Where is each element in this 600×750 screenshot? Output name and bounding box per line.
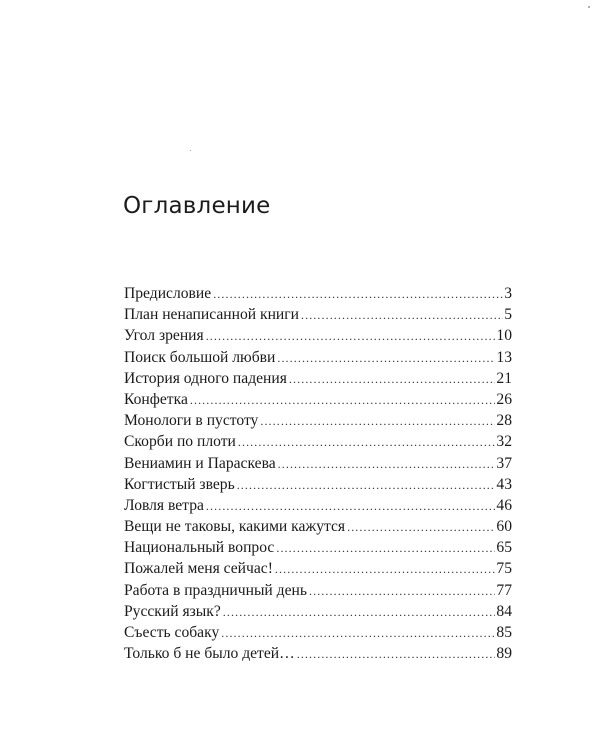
toc-entry <box>124 453 512 474</box>
toc-entry-page-number: 10 <box>496 327 512 345</box>
toc-entry <box>124 516 512 537</box>
toc-entry-page-number: 85 <box>496 624 512 641</box>
toc-dot-leader <box>277 348 495 369</box>
toc-dot-leader <box>237 475 496 496</box>
toc-entry-title: Конфетка <box>124 390 188 408</box>
scan-speck <box>190 150 191 151</box>
toc-entry <box>124 325 512 346</box>
scan-speck <box>588 6 590 8</box>
toc-entry <box>124 368 512 389</box>
toc-entry <box>124 474 512 495</box>
toc-entry <box>124 580 512 601</box>
toc-entry-page-number: 60 <box>496 518 512 536</box>
toc-entry-page-number: 13 <box>496 348 512 366</box>
toc-dot-leader <box>223 602 496 623</box>
toc-entry <box>124 495 512 516</box>
toc-entry <box>124 431 512 452</box>
toc-entry-title: История одного падения <box>124 369 287 387</box>
toc-entry-page-number: 32 <box>496 433 512 451</box>
toc-dot-leader <box>190 390 496 411</box>
toc-entry-title: Скорби по плоти <box>124 433 236 451</box>
toc-entry-page-number: 46 <box>496 496 512 514</box>
toc-entry-title: Русский язык? <box>124 602 221 620</box>
toc-entry-title: Только б не было детей… <box>124 645 295 663</box>
toc-entry <box>124 283 512 304</box>
toc-dot-leader <box>301 305 503 326</box>
toc-entry-page-number: 89 <box>496 645 512 663</box>
toc-entry-page-number: 28 <box>496 412 512 430</box>
toc-dot-leader <box>206 326 496 347</box>
toc-entry-title: Угол зрения <box>124 327 204 345</box>
toc-entry <box>124 347 512 368</box>
toc-entry-title: Поиск большой любви <box>124 348 276 366</box>
toc-entry-page-number: 5 <box>504 306 512 324</box>
toc-dot-leader <box>221 623 495 644</box>
toc-dot-leader <box>260 411 495 432</box>
toc-entry-title: Вещи не таковы, какими кажутся <box>124 518 346 536</box>
toc-entry-title: Монологи в пустоту <box>124 412 259 430</box>
toc-dot-leader <box>276 538 495 559</box>
toc-entry <box>124 643 512 664</box>
toc-dot-leader <box>309 581 495 602</box>
toc-entry-title: План ненаписанной книги <box>124 306 299 324</box>
toc-entry-page-number: 21 <box>496 369 512 387</box>
toc-dot-leader <box>278 454 496 475</box>
toc-dot-leader <box>347 517 495 538</box>
toc-dot-leader <box>289 369 495 390</box>
toc-entry-page-number: 77 <box>496 581 512 599</box>
toc-dot-leader <box>275 559 495 580</box>
toc-entry-title: Работа в праздничный день <box>124 581 307 599</box>
toc-entry-title: Вениамин и Параскева <box>124 454 276 472</box>
toc-entry-title: Когтистый зверь <box>124 475 235 493</box>
toc-entry-page-number: 65 <box>496 539 512 557</box>
page-title: Оглавление <box>123 193 271 219</box>
toc-entry-page-number: 43 <box>496 475 512 493</box>
toc-entry-page-number: 26 <box>496 390 512 408</box>
toc-entry-page-number: 84 <box>496 602 512 620</box>
toc-dot-leader <box>213 284 503 305</box>
toc-entry <box>124 622 512 643</box>
table-of-contents <box>124 283 512 664</box>
toc-dot-leader <box>206 496 495 517</box>
toc-dot-leader <box>297 644 496 665</box>
toc-entry-page-number: 3 <box>504 285 512 302</box>
toc-entry-title: Ловля ветра <box>124 496 204 514</box>
toc-entry <box>124 601 512 622</box>
toc-dot-leader <box>238 432 496 453</box>
toc-entry <box>124 410 512 431</box>
toc-entry <box>124 537 512 558</box>
toc-entry-title: Национальный вопрос <box>124 539 275 557</box>
toc-entry <box>124 304 512 325</box>
toc-entry <box>124 558 512 579</box>
toc-entry-title: Предисловие <box>124 285 212 302</box>
toc-entry-page-number: 75 <box>496 560 512 578</box>
toc-entry-title: Пожалей меня сейчас! <box>124 560 273 578</box>
toc-entry-title: Съесть собаку <box>124 624 220 641</box>
toc-entry <box>124 389 512 410</box>
toc-entry-page-number: 37 <box>496 454 512 472</box>
